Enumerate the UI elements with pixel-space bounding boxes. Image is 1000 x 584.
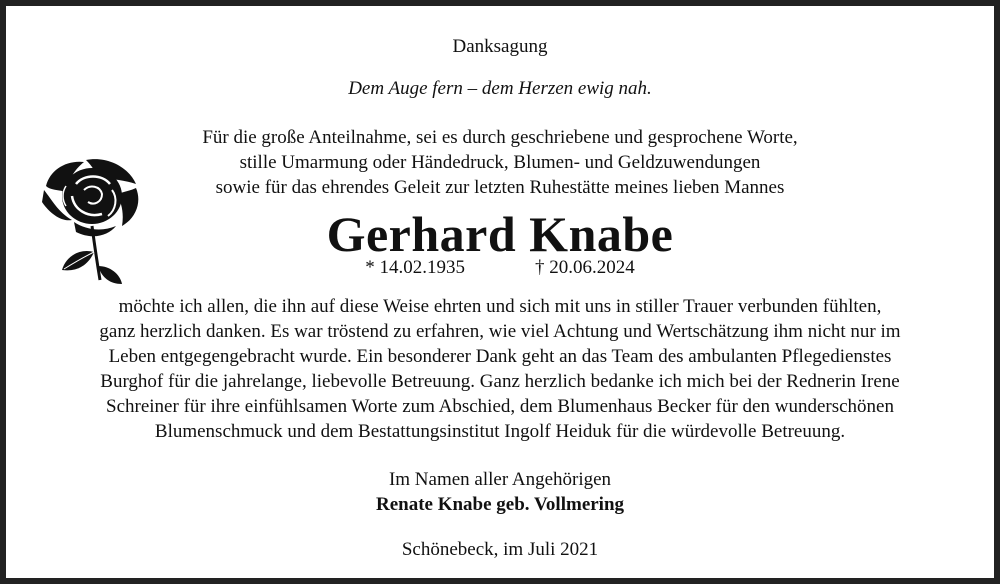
intro-line-1: Für die große Anteilnahme, sei es durch geschriebene und gesprochene Worte,	[202, 127, 798, 148]
death-date: † 20.06.2024	[535, 257, 635, 278]
body-line-6: Blumenschmuck und dem Bestattungsinstitut Ingolf Heiduk für die würdevolle Betreuung.	[154, 421, 846, 442]
birth-date: * 14.02.1935	[365, 257, 465, 278]
heading: Danksagung	[452, 36, 548, 57]
body-line-4: Burghof für die jahrelange, liebevolle Betreuung. Ganz herzlich bedanke ich mich bei der Rednerin Irene	[100, 371, 900, 392]
signer-name: Renate Knabe geb. Vollmering	[375, 494, 625, 515]
motto: Dem Auge fern – dem Herzen ewig nah.	[348, 78, 652, 99]
body-line-3: Leben entgegengebracht wurde. Ein besonderer Dank geht an das Team des ambulanten Pflegedienstes	[108, 346, 892, 367]
life-dates	[6, 256, 994, 280]
body-line-2: ganz herzlich danken. Es war tröstend zu erfahren, wie viel Achtung und Wertschätzung ihm nicht nur im	[99, 321, 901, 342]
closing-line: Im Namen aller Angehörigen	[388, 469, 612, 490]
place-date: Schönebeck, im Juli 2021	[401, 539, 599, 560]
deceased-name: Gerhard Knabe	[326, 206, 674, 262]
body-line-1: möchte ich allen, die ihn auf diese Weise ehrten und sich mit uns in stiller Trauer verbunden fühlten,	[118, 296, 882, 317]
intro-line-2: stille Umarmung oder Händedruck, Blumen- und Geldzuwendungen	[239, 152, 761, 173]
intro-line-3: sowie für das ehrendes Geleit zur letzten Ruhestätte meines lieben Mannes	[215, 177, 785, 198]
body-line-5: Schreiner für ihre einfühlsamen Worte zum Abschied, dem Blumenhaus Becker für den wunderschönen	[106, 396, 894, 417]
